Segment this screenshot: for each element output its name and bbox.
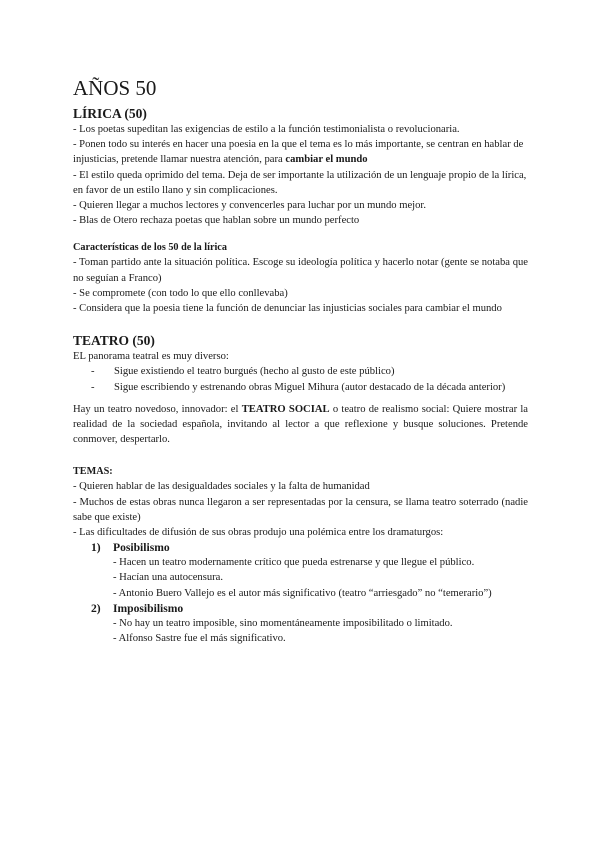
posibilismo-item-3: - Antonio Buero Vallejo es el autor más significativo (teatro “arriesgado” no “temerario”) [113, 587, 492, 599]
lirica-line-4: - Quieren llegar a muchos lectores y convencerles para luchar por un mundo mejor. [73, 200, 426, 212]
lirica-line-2-bold: cambiar el mundo [285, 154, 368, 166]
posibilismo-item-2: - Hacían una autocensura. [113, 572, 224, 584]
posibilismo-number: 1) [91, 541, 101, 555]
imposibilismo-group [73, 601, 528, 646]
teatro-social-post: o teatro de realismo social: Quiere mostrar la realidad de la sociedad española, invitando al lector a que reflexione y busque soluciones. Pretende conmover, despertarlo. [73, 403, 528, 446]
teatro-bullet-1: - Sigue existiendo el teatro burgués (hecho al gusto de este público) [91, 364, 528, 379]
temas-heading: TEMAS: [73, 466, 113, 478]
posibilismo-heading [73, 540, 528, 555]
lirica-features-heading: Características de los 50 de la lírica [73, 242, 227, 254]
teatro-intro: EL panorama teatral es muy diverso: [73, 351, 229, 363]
lirica-feature-1: - Toman partido ante la situación política. Escoge su ideología política y hacerlo notar (gente se notaba que no seguían a Franco) [73, 257, 528, 284]
imposibilismo-item-2: - Alfonso Sastre fue el más significativo. [113, 633, 286, 645]
lirica-line-1: - Los poetas supeditan las exigencias de estilo a la función testimonialista o revolucionaria. [73, 124, 460, 135]
imposibilismo-heading [73, 601, 528, 616]
imposibilismo-name: Imposibilismo [113, 601, 184, 615]
lirica-line-3: - El estilo queda oprimido del tema. Deja de ser importante la utilización de un lenguaje propio de la lírica, en favor de un estilo llano y sin complicaciones. [73, 169, 527, 196]
teatro-social-bold: TEATRO SOCIAL [241, 403, 330, 415]
lirica-line-2-text: - Ponen todo su interés en hacer una poesia en la que el tema es lo más importante, se centran en hablar de injusticias, pretende llamar nuestra atención, para [73, 139, 524, 166]
lirica-line-5: - Blas de Otero rechaza poetas que hablan sobre un mundo perfecto [73, 215, 360, 227]
page-title: AÑOS 50 [73, 76, 157, 100]
imposibilismo-item-1: - No hay un teatro imposible, sino momentáneamente imposibilitado o limitado. [113, 617, 453, 629]
teatro-bullet-2: - Sigue escribiendo y estrenando obras Miguel Mihura (autor destacado de la década anterior) [91, 380, 528, 395]
temas-line-3: - Las dificultades de difusión de sus obras produjo una polémica entre los dramaturgos: [73, 527, 444, 539]
lirica-line-2 [73, 137, 528, 167]
posibilismo-group [73, 540, 528, 601]
teatro-social-pre: Hay un teatro novedoso, innovador: el [73, 403, 239, 415]
teatro-social-paragraph [73, 402, 528, 448]
temas-line-2: - Muchos de estas obras nunca llegaron a ser representadas por la censura, se llama teatro soterrado (nadie sabe que existe) [73, 496, 528, 523]
temas-line-1: - Quieren hablar de las desigualdades sociales y la falta de humanidad [73, 481, 370, 493]
lirica-feature-2: - Se compromete (con todo lo que ello conllevaba) [73, 287, 288, 299]
lirica-heading: LÍRICA (50) [73, 106, 147, 121]
lirica-feature-3: - Considera que la poesia tiene la función de denunciar las injusticias sociales para cambiar el mundo [73, 303, 502, 315]
teatro-bullet-list [73, 364, 528, 394]
imposibilismo-number: 2) [91, 601, 101, 615]
posibilismo-item-1: - Hacen un teatro modernamente crítico que pueda estrenarse y que llegue el público. [113, 557, 475, 569]
teatro-heading: TEATRO (50) [73, 333, 155, 349]
posibilismo-name: Posibilismo [113, 541, 170, 555]
